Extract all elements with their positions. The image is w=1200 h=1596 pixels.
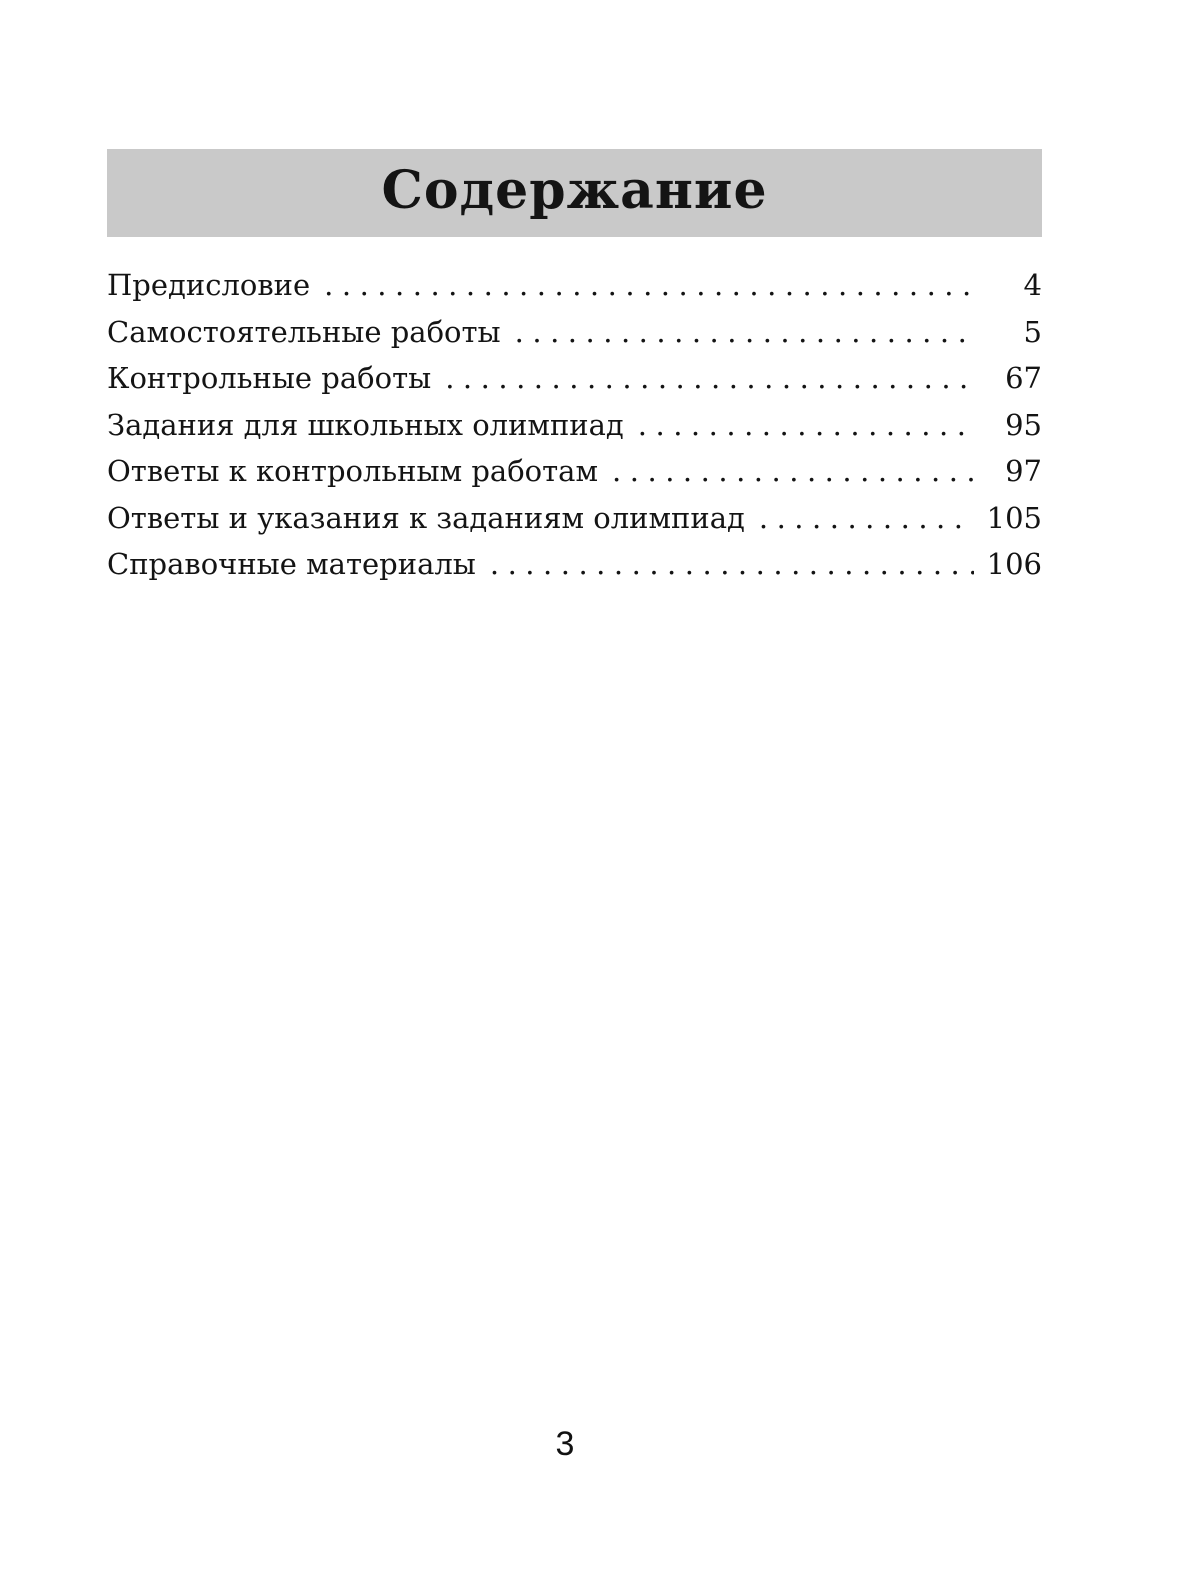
toc-entry-page-number: 105	[986, 500, 1042, 535]
dot-leader	[612, 448, 974, 495]
dot-leader	[324, 262, 974, 309]
dot-leader	[759, 495, 974, 542]
table-of-contents	[107, 262, 1042, 588]
dot-leader	[638, 402, 974, 449]
page-title: Содержание	[381, 160, 768, 221]
toc-entry-page-number: 5	[1023, 314, 1042, 349]
toc-entry	[107, 262, 1042, 309]
toc-entry-label: Ответы и указания к заданиям олимпиад	[107, 500, 745, 535]
toc-entry-label: Самостоятельные работы	[107, 314, 501, 349]
toc-entry-label: Ответы к контрольным работам	[107, 454, 599, 488]
toc-entry-page-number: 97	[1005, 454, 1042, 488]
dot-leader	[515, 309, 974, 356]
toc-entry-label: Задания для школьных олимпиад	[107, 407, 624, 442]
toc-entry-label: Справочные материалы	[107, 547, 476, 581]
toc-entry-page-number: 4	[1023, 268, 1042, 302]
toc-entry-page-number: 106	[986, 547, 1042, 581]
toc-entry	[107, 402, 1042, 449]
toc-entry-page-number: 67	[1005, 361, 1042, 395]
toc-entry	[107, 541, 1042, 588]
toc-entry-label: Контрольные работы	[107, 361, 432, 395]
toc-entry	[107, 309, 1042, 356]
toc-entry-label: Предисловие	[107, 268, 311, 302]
toc-entry	[107, 495, 1042, 542]
dot-leader	[490, 541, 974, 588]
toc-entry-page-number: 95	[1005, 407, 1042, 442]
toc-entry	[107, 355, 1042, 402]
footer-page-number: 3	[555, 1425, 575, 1463]
toc-entry	[107, 448, 1042, 495]
dot-leader	[445, 355, 974, 402]
contents-title-banner	[107, 149, 1042, 237]
